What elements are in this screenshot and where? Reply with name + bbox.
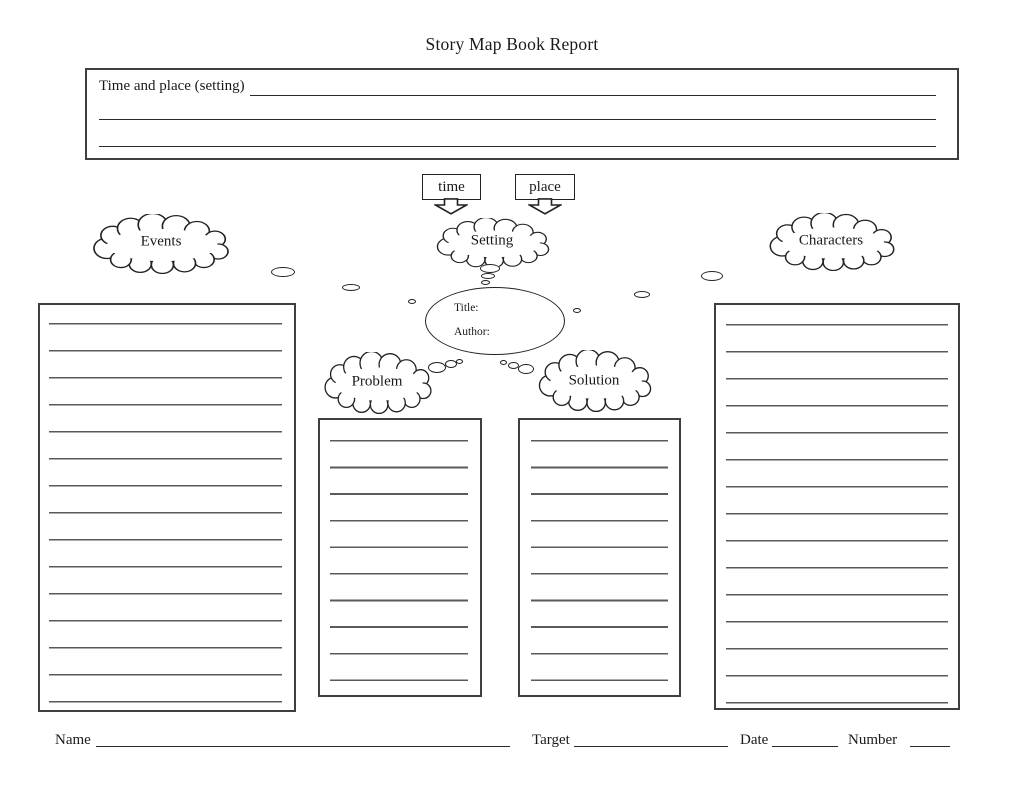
setting-box-label: Time and place (setting): [99, 78, 245, 94]
problem-cloud-label: Problem: [351, 373, 403, 390]
characters-trail-bubble-large: [701, 271, 723, 281]
solution-ruled-lines: [531, 440, 668, 682]
footer-row: [0, 730, 1024, 752]
date-label: Date: [740, 732, 769, 748]
problem-ruled-lines: [330, 440, 468, 682]
characters-trail-bubble-small: [573, 308, 581, 313]
characters-cloud-label: Characters: [798, 232, 864, 249]
problem-writing-box: [318, 418, 482, 697]
setting-box: [85, 68, 959, 160]
setting-trail-bubble-large: [480, 264, 500, 273]
name-label: Name: [55, 732, 91, 748]
setting-write-line-1: [250, 80, 936, 96]
time-arrow-down-icon: [434, 198, 468, 215]
place-tag-label: place: [529, 178, 561, 195]
events-trail-bubble-large: [271, 267, 295, 277]
events-trail-bubble-medium: [342, 284, 360, 291]
name-write-line: [96, 731, 510, 747]
place-tag: [515, 174, 575, 200]
page-title: Story Map Book Report: [425, 34, 599, 54]
problem-trail-bubble-large: [428, 362, 446, 373]
setting-trail-bubble-medium: [481, 273, 495, 279]
setting-write-line-2: [99, 104, 936, 120]
number-write-line: [910, 731, 950, 747]
events-trail-bubble-small: [408, 299, 416, 304]
setting-cloud-label: Setting: [470, 232, 514, 249]
time-tag-label: time: [438, 178, 465, 195]
target-write-line: [574, 731, 728, 747]
target-label: Target: [532, 732, 570, 748]
author-label: Author:: [454, 326, 490, 338]
characters-trail-bubble-medium: [634, 291, 650, 298]
characters-writing-box: [714, 303, 960, 710]
setting-write-line-3: [99, 131, 936, 147]
title-author-oval: [425, 287, 565, 355]
solution-writing-box: [518, 418, 681, 697]
place-arrow-down-icon: [528, 198, 562, 215]
setting-trail-bubble-small: [481, 280, 490, 285]
title-label: Title:: [454, 302, 479, 314]
solution-trail-bubble-large: [518, 364, 534, 374]
events-ruled-lines: [49, 323, 282, 704]
solution-trail-bubble-small: [500, 360, 507, 365]
characters-ruled-lines: [726, 324, 948, 705]
date-write-line: [772, 731, 838, 747]
solution-trail-bubble-medium: [508, 362, 519, 369]
time-tag: [422, 174, 481, 200]
number-label: Number: [848, 732, 898, 748]
problem-trail-bubble-small: [456, 359, 463, 364]
solution-cloud-label: Solution: [568, 372, 620, 389]
events-cloud-label: Events: [140, 233, 182, 250]
events-writing-box: [38, 303, 296, 712]
